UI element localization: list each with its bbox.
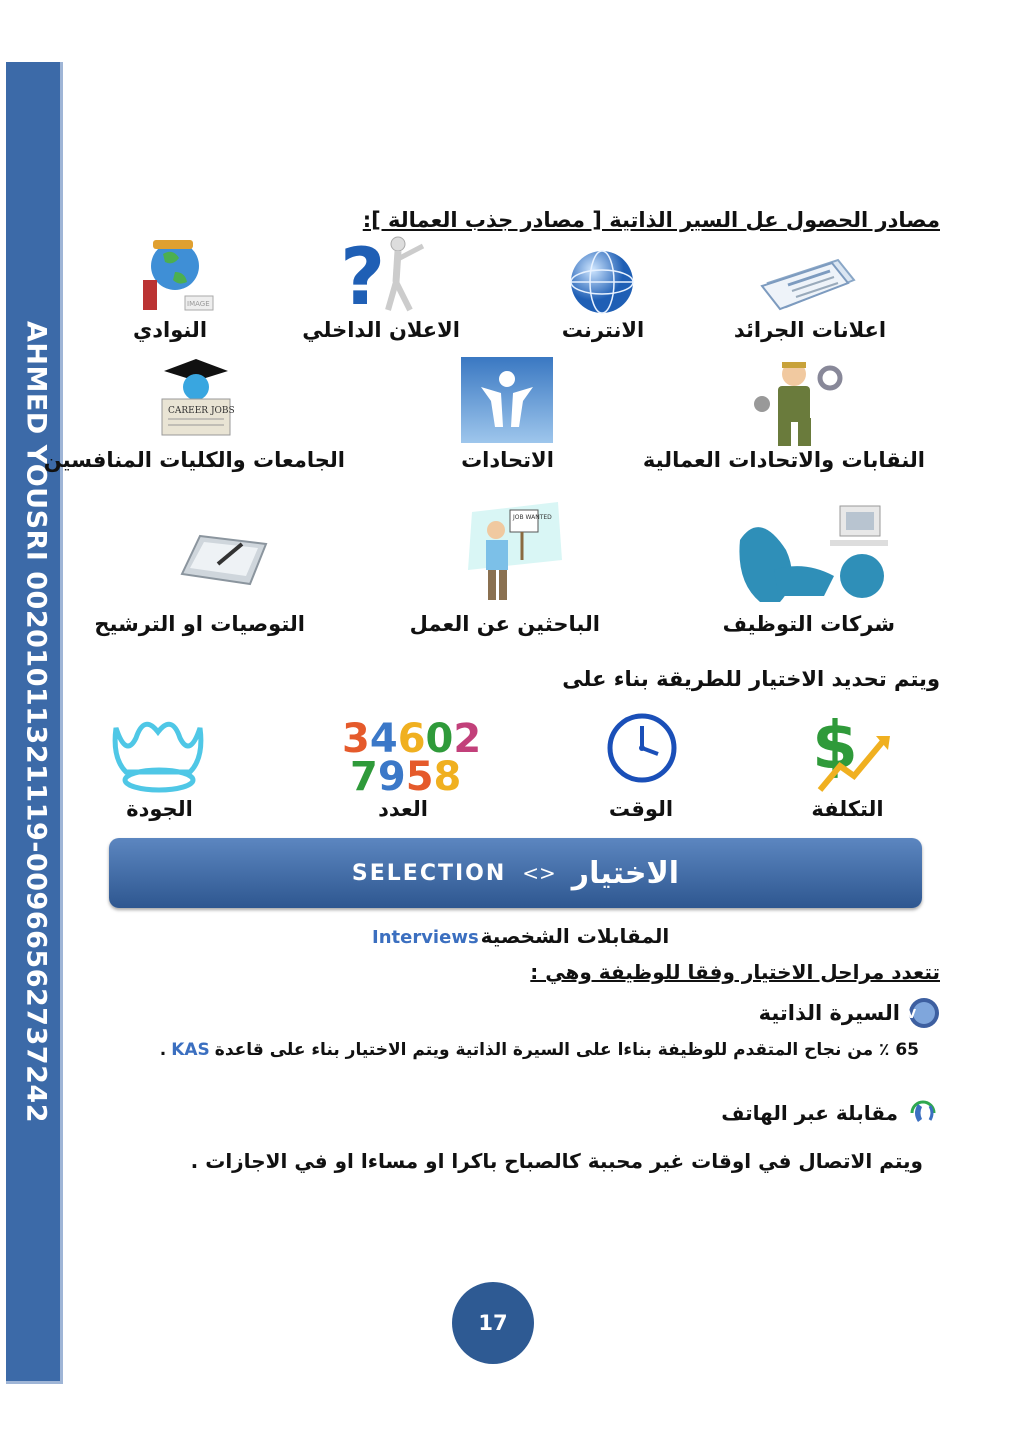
dollar-chart-icon [810,706,890,794]
phone-stage-label: مقابلة عبر الهاتف [721,1101,898,1125]
source-label-recruitment-agencies: شركات التوظيف [722,612,895,636]
source-label-newspapers: اعلانات الجرائد [733,318,887,342]
stages-heading: تتعدد مراحل الاختيار وفقا للوظيفة وهي : [530,960,940,984]
clipboard-pen-icon [180,530,268,588]
job-seeker-icon [458,500,566,606]
interviews-line [372,924,669,948]
criteria-label-number: العدد [378,797,428,821]
office-chair-icon [734,500,894,606]
svg-text:?: ? [340,233,386,323]
golf-globe-icon [135,232,217,316]
phone-icon [906,1096,940,1130]
source-label-internet: الانترنت [561,318,645,342]
banner-english-title: SELECTION [351,860,507,886]
page-number: 17 [452,1282,534,1364]
sidebar-author-text: AHMED YOUSRI 00201011321119-00966562737242 [20,321,52,1123]
crown-icon [108,708,210,796]
criteria-label-cost: التكلفة [811,797,884,821]
interviews-arabic: المقابلات الشخصية [480,924,670,948]
interviews-english: Interviews [372,927,479,948]
source-label-universities: الجامعات والكليات المنافسين [43,448,345,472]
cv-stage-period: . [159,1040,167,1060]
kas-term: KAS [171,1040,210,1060]
question-figure-icon [338,232,433,323]
job-wanted-sign-text: JOB WANTED [513,514,552,521]
sources-heading: مصادر الحصول عل السير الذاتية [ مصادر جذب العمالة ]: [362,208,940,232]
newspaper-icon [758,255,858,310]
cv-stage-text [160,1040,919,1060]
union-logo-icon [461,357,553,443]
worker-icon [748,356,848,448]
sidebar-band [6,62,63,1384]
careers-sign-text: CAREER JOBS [168,406,235,416]
cv-badge-text: CV [897,1007,916,1021]
criteria-label-quality: الجودة [126,797,193,821]
cv-badge-icon [897,997,940,1029]
source-label-unions: الاتحادات [461,448,554,472]
clock-icon [606,712,678,784]
numbers-icon [340,706,482,800]
svg-text:7958: 7958 [350,754,462,800]
banner-arabic-title: الاختيار [571,855,680,891]
criteria-label-time: الوقت [608,797,674,821]
criteria-heading: ويتم تحديد الاختيار للطريقة بناء على [562,667,940,691]
graduate-newspaper-icon [158,357,234,439]
source-label-referrals: التوصيات او الترشيح [94,612,305,636]
cv-stage-row [759,997,940,1029]
selection-banner [109,838,922,908]
source-label-clubs: النوادي [132,318,208,342]
svg-text:IMAGE: IMAGE [187,300,210,308]
globe-icon [568,248,636,316]
source-label-job-seekers: الباحثين عن العمل [409,612,600,636]
phone-stage-row [721,1096,940,1130]
phone-stage-text: ويتم الاتصال في اوقات غير محببة كالصباح باكرا او مساءا او في الاجازات . [190,1149,923,1173]
source-label-labor-unions: النقابات والاتحادات العمالية [642,448,925,472]
banner-separator: <> [522,861,556,885]
source-label-internal-ad: الاعلان الداخلي [302,318,460,342]
cv-stage-label: السيرة الذاتية [758,1001,900,1025]
svg-text:$: $ [812,707,858,784]
svg-text:34602: 34602 [342,716,482,762]
cv-stage-description: 65 ٪ من نجاح المتقدم للوظيفة بناءا على السيرة الذاتية ويتم الاختيار بناء على قاعدة [214,1040,919,1060]
